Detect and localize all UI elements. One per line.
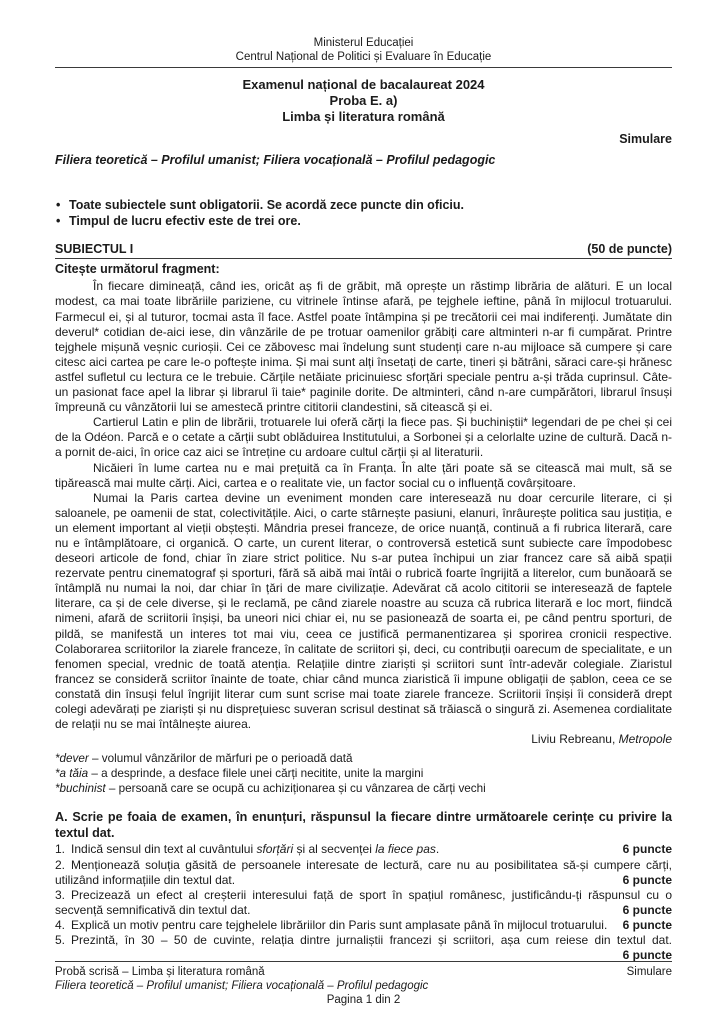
section-a-header: A. Scrie pe foaia de examen, în enunțuri, răspunsul la fiecare dintre următoarele cerințe cu privire la textul dat. (55, 810, 672, 840)
session-label: Simulare (619, 132, 672, 146)
exam-subject: Limba și literatura română (282, 109, 445, 124)
footer-session-label: Simulare (626, 966, 672, 978)
question-3 (55, 888, 672, 918)
note-item: • Toate subiectele sunt obligatorii. Se acordă zece puncte din oficiu. (55, 197, 672, 213)
ministry-line-1: Ministerul Educației (313, 37, 414, 49)
question-points: 6 puncte (622, 842, 672, 857)
question-4 (55, 918, 672, 933)
footer-filiera-line: Filiera teoretică – Profilul umanist; Filiera vocațională – Profilul pedagogic (55, 980, 429, 992)
subject-1-heading (55, 242, 672, 259)
fragment-paragraph: În fiecare dimineață, când ies, oricât aș fi de grăbit, mă oprește un răstimp librăria de alături. E un local modest, ca mai toate librăriile pariziene, cu vitrinele întinse afară, pe tejghele ieftine, până în mijlocul trotuarului. Farmecul ei, și al tuturor, tocmai asta îl face. Astfel poate întâmpina și pe trecătorii cei mai indiferenți. Jumătate din deverul* cotidian de-aici iese, din vânzările de pe trotuar oamenilor grăbiți care altminteri n-ar fi cumpărat. Printre tejghele mișună veșnic curioșii. Cei ce zăbovesc mai îndelung sunt studenți care n-au mijloace să cumpere și care citesc aici cartea pe care le-o poftește inima. Și mai sunt alți însetați de carte, tineri și bătrâni, săraci care-și hrănesc astfel sufletul cu lectura ce le trebuie. Cărțile netăiate pricinuiesc sforțări speciale pentru a-și trăda cuprinsul. Câte-un pasionat face apel la librar și librarul îi taie* paginile dorite. De altminteri, când n-are cumpărători, librarul însuși împreună cu vânzătorii lui se amestecă printre cititorii clandestini, să citească și ei. (55, 279, 672, 415)
fragment-attribution: Liviu Rebreanu, Metropole (531, 732, 672, 747)
fragment-paragraph: Cartierul Latin e plin de librării, trotuarele lui oferă cărți la fiece pas. Și buchiniștii* legendari de pe chei și cei de la Odéon. Parcă e o cetate a cărții subt oblăduirea Institutului, a Sorbonei și a celorlalte uzine de cultură. Dacă n-a pornit de-aici, în orice caz aici se întreține cu ardoare cultul cărții și al literaturii. (55, 415, 672, 460)
section-a (55, 810, 672, 963)
note-item: • Timpul de lucru efectiv este de trei ore. (55, 213, 672, 229)
footnote-item: *dever – volumul vânzărilor de mărfuri pe o perioadă dată (55, 752, 353, 766)
footer-row (55, 965, 672, 979)
question-text: Precizează un efect al creșterii interesului față de sport în spațiul românesc, justificându-ți răspunsul cu o secvență semnificativă din textul dat. (55, 887, 672, 917)
exam-title: Examenul național de bacalaureat 2024 (242, 77, 485, 92)
exam-proba: Proba E. a) (329, 93, 398, 108)
ministry-header (55, 36, 672, 68)
question-points: 6 puncte (622, 902, 672, 917)
ministry-line-2: Centrul Național de Politici și Evaluare în Educație (235, 51, 492, 63)
general-notes (55, 197, 672, 229)
fragment-instruction: Citește următorul fragment: (55, 262, 220, 277)
question-text: Prezintă, în 30 – 50 de cuvinte, relația dintre jurnaliștii francezi și scriitori, așa cum reiese din textul dat. (71, 933, 672, 948)
footer-proba-line: Probă scrisă – Limba și literatura română (55, 966, 265, 978)
footnote-item: *a tăia – a desprinde, a desface filele unei cărți necitite, unite la margini (55, 767, 424, 781)
fragment-paragraph: Numai la Paris cartea devine un eveniment monden care interesează nu doar cercurile literare, ci și saloanele, pe oamenii de stat, colectivitățile. Aici, o carte stârnește pasiuni, elanuri, înrâurește politica sau justiția, e un element important al vieții obștești. Mândria presei franceze, de orice nuanță, continuă a fi rubrica literară, care nu e întâmplătoare, ci organică. O carte, un curent literar, o controversă estetică sunt subiecte care împodobesc deseori articole de fond, chiar în ziare strict politice. Nu s-ar putea închipui un ziar francez care să aibă spații rezervate pentru cinematograf și sporturi, fără să aibă mai întâi o rubrică foarte îngrijită a literelor, cum bunăoară se întâmplă nu numai la noi, dar chiar în țări de mare civilizație. Adevărat că acolo cititorii se interesează de faptele literare, ca și de cele diverse, și le reclamă, pe când ziarele noastre au scuza că rubrica literară e loc mort, fiindcă nimeni, afară de scriitorii înșiși, ba uneori nici chiar ei, nu se pasionează de soarta ei, pe când pentru sporturi, de pildă, se manifestă un interes tot mai viu, ceea ce justifică permanentizarea și sporirea cronicii respective. Colaborarea scriitorilor la ziarele franceze, în calitate de scriitori și, deci, cu contribuții oarecum de specialitate, e un fenomen special, vrednic de toată atenția. Relațiile dintre ziariști și scriitori sunt într-adevăr colegiale. Ziaristul francez se consideră scriitor înainte de toate, chiar când munca ziaristică îi impune obligații de șablon, ceea ce se constată din însuși felul îngrijit literar cum sunt scrise mai toate ziarele franceze. Scriitorii înșiși îi consideră drept colegi adevărați pe ziariști și nu disprețuiesc suveran scrisul destinat să trăiască o singură zi. Asemenea cordialitate de relații nu se mai întâlnește aiurea. (55, 490, 672, 732)
question-2 (55, 858, 672, 888)
question-number: 5. (55, 933, 66, 948)
subject-1-title: SUBIECTUL I (55, 242, 134, 257)
filiera-line: Filiera teoretică – Profilul umanist; Filiera vocațională – Profilul pedagogic (55, 153, 496, 168)
question-points: 6 puncte (622, 872, 672, 887)
question-text: Indică sensul din text al cuvântului sforțări și al secvenței la fiece pas. (71, 842, 440, 857)
footer-page-label: Pagina 1 din 2 (326, 994, 401, 1006)
page-footer (55, 961, 672, 1007)
question-points: 6 puncte (622, 917, 672, 932)
fragment-paragraph: Nicăieri în lume cartea nu e mai prețuită ca în Franța. În alte țări poate să se citească mai mult, să se tipărească mai multe cărți. Aici, cartea e o realitate vie, un factor social cu o influență covârșitoare. (55, 460, 672, 490)
question-number: 3. (55, 887, 66, 902)
question-text: Menționează soluția găsită de persoanele interesate de lectură, care nu au posibilitatea să-și cumpere cărți, utilizând informațiile din textul dat. (55, 857, 672, 887)
question-points: 6 puncte (622, 948, 672, 963)
question-number: 4. (55, 917, 66, 932)
subject-1-points: (50 de puncte) (587, 242, 672, 257)
question-list (55, 842, 672, 963)
exam-title-block (55, 77, 672, 125)
footnotes (55, 751, 672, 796)
question-number: 2. (55, 857, 66, 872)
question-5 (55, 933, 672, 963)
question-1 (55, 842, 672, 857)
question-text: Explică un motiv pentru care tejghelele librăriilor din Paris sunt amplasate până în mijlocul trotuarului. (71, 917, 608, 932)
page-content (55, 36, 672, 963)
footnote-item: *buchinist – persoană care se ocupă cu achiziționarea și cu vânzarea de cărți vechi (55, 782, 486, 796)
text-fragment (55, 279, 672, 747)
question-number: 1. (55, 842, 66, 857)
